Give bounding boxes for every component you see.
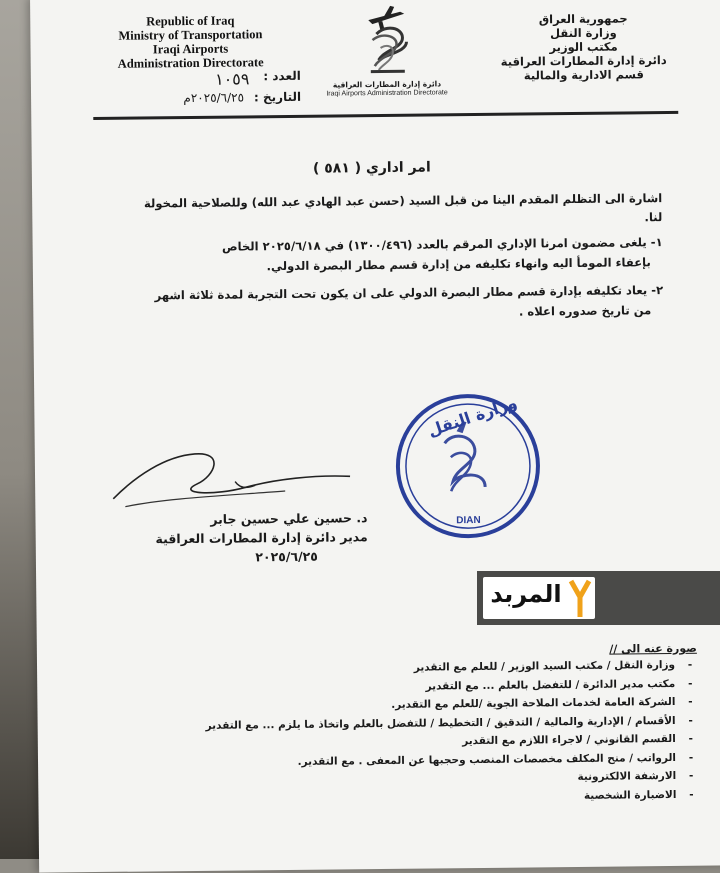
order-item-1-cont: بإعفاء المومأ اليه وانهاء تكليفه من إدارة قسم مطار البصرة الدولي. — [266, 255, 651, 274]
english-header — [100, 13, 281, 71]
signatory-name: د. حسين علي حسين جابر — [210, 510, 368, 527]
stamp-bottom-text: DIAN — [456, 514, 481, 527]
copies-list — [97, 659, 699, 813]
date-value: ٢٠٢٥/٦/٢٥م — [183, 90, 245, 106]
signature-block — [105, 508, 368, 568]
header-en-line: Administration Directorate — [117, 55, 264, 71]
copy-item-text: وزارة النقل / مكتب السيد الوزير / للعلم مع التقدير — [413, 658, 676, 674]
signature-date: ٢٠٢٥/٦/٢٥ — [255, 548, 318, 565]
watermark-text: المربد — [490, 580, 562, 608]
handwritten-signature — [105, 434, 366, 517]
stamp-top-text: وزارة النقل — [425, 392, 520, 441]
number-label: العدد : — [263, 68, 301, 84]
order-title: امر اداري ( ٥٨١ ) — [312, 159, 431, 177]
copy-item: - الشركة العامة لخدمات الملاحة الجوية /للعلم مع التقدير. — [97, 696, 697, 721]
header-ar-line: وزارة النقل — [550, 25, 617, 41]
intro-line: لنا. — [644, 210, 663, 225]
copy-item: - مكتب مدير الدائرة / للتفضل بالعلم ... مع التقدير — [97, 677, 697, 702]
number-value: ١٠٥٩ — [214, 69, 250, 89]
arabic-header — [498, 11, 669, 83]
header-en-line: Iraqi Airports — [152, 41, 229, 57]
reference-block — [101, 69, 301, 106]
copy-item-text: الشركة العامة لخدمات الملاحة الجوية /للعلم مع التقدير. — [391, 695, 676, 711]
watermark-banner — [477, 571, 720, 625]
logo-block — [306, 3, 467, 105]
watermark-logo-icon — [567, 577, 593, 619]
official-stamp — [392, 390, 544, 542]
header-divider — [93, 111, 678, 120]
signatory-title: مدير دائرة إدارة المطارات العراقية — [155, 529, 368, 547]
copy-item: - الرواتب / منح المكلف مخصصات المنصب وحجبها عن المعفى . مع التقدير. — [98, 751, 698, 776]
copy-item-text: الارشفة الالكترونية — [577, 769, 677, 783]
logo-english: Iraqi Airports Administration Directorate — [326, 89, 448, 98]
document-page — [30, 0, 720, 873]
header-en-line: Ministry of Transportation — [118, 27, 263, 43]
date-label: التاريخ : — [253, 89, 302, 105]
copy-item: - الأقسام / الإدارية والمالية / التدقيق / التخطيط / للتفضل بالعلم واتخاذ ما يلزم ... مع التقدير — [98, 714, 698, 739]
copy-item-text: الأقسام / الإدارية والمالية / التدقيق / التخطيط / للتفضل بالعلم واتخاذ ما يلزم ... مع التقدير — [205, 714, 676, 732]
logo-arabic: دائرة إدارة المطارات العراقية — [332, 79, 442, 90]
airports-logo-icon — [356, 4, 417, 77]
header-ar-line: قسم الادارية والمالية — [523, 67, 644, 83]
copy-item: - الارشفة الالكترونية — [98, 770, 698, 795]
copy-item-text: مكتب مدير الدائرة / للتفضل بالعلم ... مع التقدير — [425, 677, 676, 693]
intro-line: اشارة الى التظلم المقدم الينا من قبل السيد (حسن عبد الهادي عبد الله) وللصلاحية المخولة — [143, 191, 663, 211]
order-item-2-cont: من تاريخ صدوره اعلاه . — [518, 303, 652, 319]
order-item-2: ٢- يعاد تكليفه بإدارة قسم مطار البصرة الدولي على ان يكون تحت التجربة لمدة ثلاثة اشهر — [154, 283, 664, 303]
header-ar-line: جمهورية العراق — [538, 11, 628, 27]
copy-item-text: القسم القانوني / لاجراء اللازم مع التقدير — [462, 732, 676, 748]
copy-item-text: الاضبارة الشخصية — [583, 788, 677, 802]
copy-item: - الاضبارة الشخصية — [98, 788, 698, 813]
order-item-1: ١- يلغى مضمون امرنا الإداري المرقم بالعدد (١٣٠٠/٤٩٦) في ٢٠٢٥/٦/١٨ الخاص — [221, 235, 663, 254]
header-en-line: Republic of Iraq — [146, 13, 235, 29]
copy-item: - القسم القانوني / لاجراء اللازم مع التقدير — [98, 733, 698, 758]
copy-item: - وزارة النقل / مكتب السيد الوزير / للعلم مع التقدير — [97, 659, 697, 684]
header-ar-line: مكتب الوزير — [549, 39, 618, 55]
header-ar-line: دائرة إدارة المطارات العراقية — [500, 53, 667, 69]
copies-heading: صورة عنه الى // — [609, 641, 697, 656]
copy-item-text: الرواتب / منح المكلف مخصصات المنصب وحجبها عن المعفى . مع التقدير. — [297, 751, 677, 768]
